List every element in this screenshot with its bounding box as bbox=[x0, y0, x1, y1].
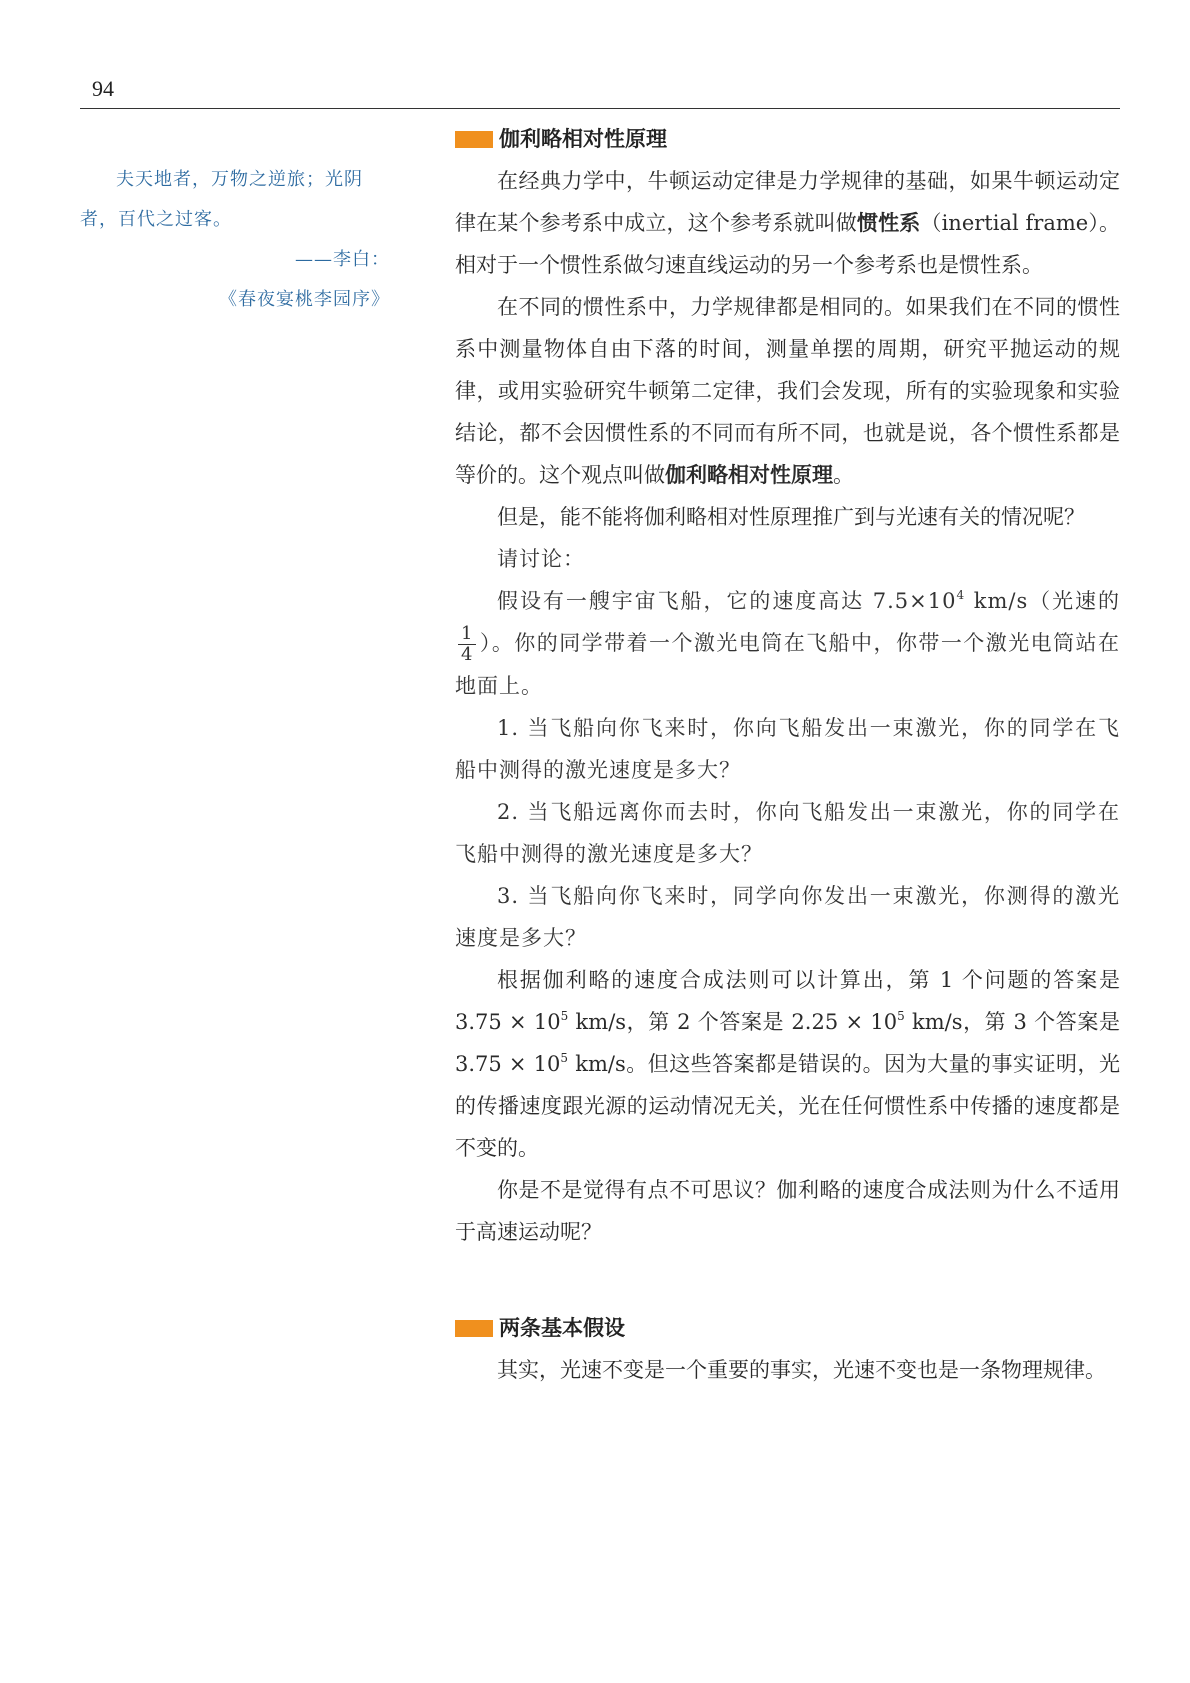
quote-work: 《春夜宴桃李园序》 bbox=[219, 289, 390, 310]
quote-text: 夫天地者，万物之逆旅；光阴者，百代之过客。 bbox=[80, 169, 363, 230]
quote-author: ——李白： bbox=[295, 249, 390, 270]
fraction-one-quarter: $\frac{1}{4}$ bbox=[458, 624, 476, 665]
paragraph-reflection: 你是不是觉得有点不可思议？伽利略的速度合成法则为什么不适用于高速运动呢？ bbox=[455, 1178, 1120, 1244]
discussion-question: 3. 当飞船向你飞来时，同学向你发出一束激光，你测得的激光速度是多大？ bbox=[455, 884, 1120, 950]
section-title: 伽利略相对性原理 bbox=[499, 127, 667, 151]
side-quote bbox=[80, 160, 390, 320]
discussion-intro: 假设有一艘宇宙飞船，它的速度高达 $7.5\times 10^4$ km/s（光速的 $\frac{1}{4}$ ）。你的同学带着一个激光电筒在飞船中，你带一个激光电筒站在地面上。 bbox=[455, 588, 1121, 698]
section-marker-icon bbox=[455, 1320, 493, 1337]
term-galilean-relativity: 伽利略相对性原理 bbox=[665, 463, 833, 487]
paragraph-inertial-frame: 在经典力学中，牛顿运动定律是力学规律的基础，如果牛顿运动定律在某个参考系中成立，这个参考系就叫做惯性系（inertial frame）。相对于一个惯性系做匀速直线运动的另一个参考系也是惯性系。 bbox=[455, 169, 1121, 277]
term-inertial-frame: 惯性系 bbox=[856, 211, 921, 235]
paragraph-question: 但是，能不能将伽利略相对性原理推广到与光速有关的情况呢？ bbox=[497, 505, 1085, 529]
paragraph-galilean-principle: 在不同的惯性系中，力学规律都是相同的。如果我们在不同的惯性系中测量物体自由下落的时间，测量单摆的周期，研究平抛运动的规律，或用实验研究牛顿第二定律，我们会发现，所有的实验现象和实验结论，都不会因惯性系的不同而有所不同，也就是说，各个惯性系都是等价的。这个观点叫做伽利略相对性原理。 bbox=[455, 295, 1120, 487]
paragraph-answers: 根据伽利略的速度合成法则可以计算出，第 1 个问题的答案是 $3.75 \times 10^5$ km/s，第 2 个答案是 $2.25 \times 10^5$ km/s，第 3 个答案是 $3.75 \times 10^5$ km/s。但这些答案都是错误的。因为大量的事实证明，光的传播速度跟光源的运动情况无关，光在任何惯性系中传播的速度都是不变的。 bbox=[455, 968, 1120, 1160]
section-heading-galilean-relativity bbox=[455, 118, 1120, 160]
section-title: 两条基本假设 bbox=[499, 1316, 625, 1340]
section-marker-icon bbox=[455, 131, 493, 148]
page-number: 94 bbox=[92, 76, 114, 101]
discussion-prompt: 请讨论： bbox=[497, 547, 585, 571]
page-header bbox=[80, 70, 1120, 109]
main-content bbox=[455, 118, 1120, 1391]
section-heading-postulates bbox=[455, 1307, 1120, 1349]
discussion-question: 2. 当飞船远离你而去时，你向飞船发出一束激光，你的同学在飞船中测得的激光速度是多大？ bbox=[455, 800, 1120, 866]
paragraph-light-speed: 其实，光速不变是一个重要的事实，光速不变也是一条物理规律。 bbox=[497, 1358, 1106, 1382]
discussion-question: 1. 当飞船向你飞来时，你向飞船发出一束激光，你的同学在飞船中测得的激光速度是多大？ bbox=[455, 716, 1120, 782]
